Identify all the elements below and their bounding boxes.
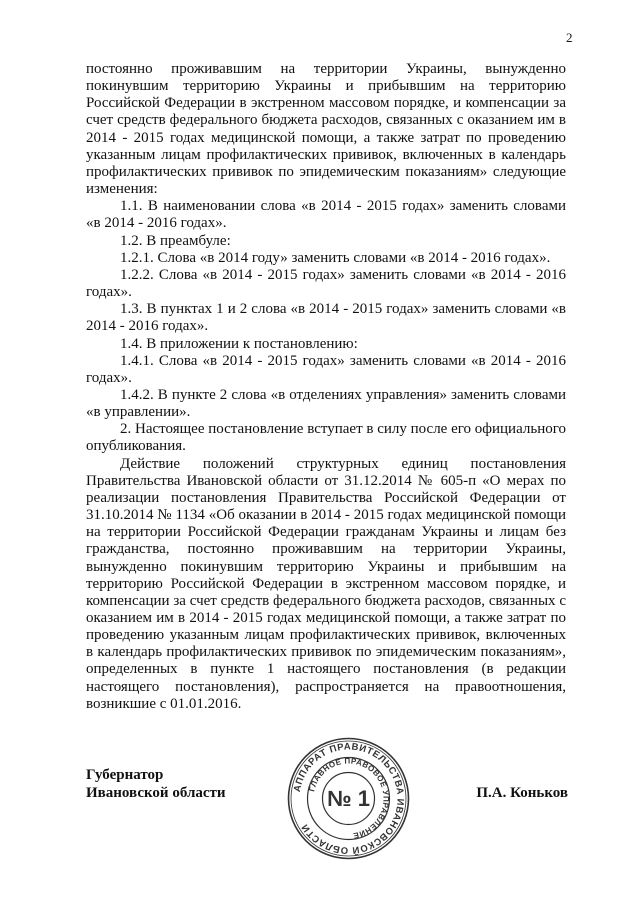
paragraph: 1.1. В наименовании слова «в 2014 - 2015 годах» заменить словами «в 2014 - 2016 годах». — [86, 198, 566, 232]
paragraph: 1.4.2. В пункте 2 слова «в отделениях управления» заменить словами «в управлении». — [86, 386, 566, 421]
stamp-outer-text: АППАРАТ ПРАВИТЕЛЬСТВА ИВАНОВСКОЙ ОБЛАСТИ — [291, 741, 406, 856]
paragraph: 1.2.1. Слова «в 2014 году» заменить словами «в 2014 - 2016 годах». — [120, 249, 551, 266]
paragraph: 1.4.1. Слова «в 2014 - 2015 годах» заменить словами «в 2014 - 2016 годах». — [86, 352, 566, 386]
paragraph: 2. Настоящее постановление вступает в силу после его официального опубликования. — [86, 421, 566, 455]
paragraph: 1.3. В пунктах 1 и 2 слова «в 2014 - 2015 годах» заменить словами «в 2014 - 2016 годах». — [86, 301, 566, 335]
paragraph: Действие положений структурных единиц постановления Правительства Ивановской области от 31.12.2014 № 605-п «О мерах по реализации постановления Правительства Российской Федерации от 31.10.2014 № 1134 «Об оказании в 2014 - 2015 годах медицинской помощи на территории Российской Федерации гражданам Украины и лицам без гражданства, постоянно проживавшим на территории Украины, вынужденно покинувшим территорию Украины и прибывшим на территорию Российской Федерации в экстренном массовом порядке, и компенсации за счет средств федерального бюджета расходов, связанных с оказанием им в 2014 - 2015 годах медицинской помощи, а также затрат по проведению указанным лицам профилактических прививок, включенных в календарь профилактических прививок по эпидемическим показаниям», определенных в пункте 1 настоящего постановления (в редакции настоящего постановления), распространяется на правоотношения, возникшие с 01.01.2016. — [86, 455, 566, 712]
page-number: 2 — [566, 30, 573, 45]
stamp-seal — [286, 736, 411, 861]
signature-title — [86, 766, 226, 802]
signer-name: П.А. Коньков — [476, 785, 568, 801]
paragraph: 1.2. В преамбуле: — [120, 232, 231, 249]
signature-title-line1: Губернатор — [86, 767, 164, 783]
paragraph: 1.2.2. Слова «в 2014 - 2015 годах» заменить словами «в 2014 - 2016 годах». — [86, 266, 566, 301]
stamp-center-text: № 1 — [327, 786, 370, 811]
stamp-inner-text: ГЛАВНОЕ ПРАВОВОЕ УПРАВЛЕНИЕ — [307, 756, 391, 841]
signature-title-line2: Ивановской области — [86, 785, 226, 801]
paragraph: постоянно проживавшим на территории Украины, вынужденно покинувшим территорию Украины и прибывшим на территорию Российской Федерации в экстренном массовом порядке, и компенсации за счет средств федерального бюджета расходов, связанных с оказанием им в 2014 - 2015 годах медицинской помощи, а также затрат по проведению указанным лицам профилактических прививок, включенных в календарь профилактических прививок по эпидемическим показаниям» следующие изменения: — [86, 61, 566, 198]
paragraph: 1.4. В приложении к постановлению: — [120, 335, 358, 352]
document-body — [86, 61, 566, 713]
